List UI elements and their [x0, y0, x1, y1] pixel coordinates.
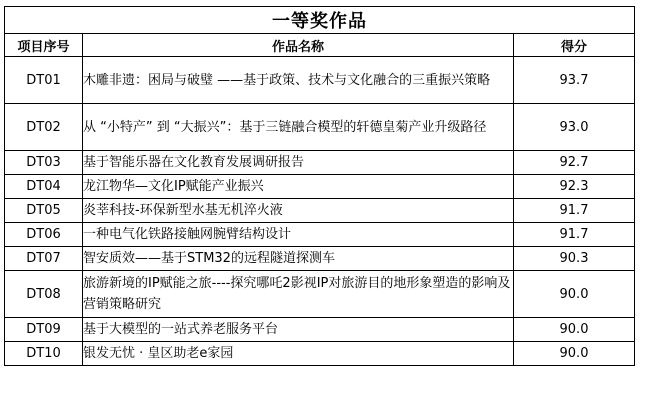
table-row	[5, 247, 635, 271]
row-id: DT01	[5, 57, 83, 104]
table-row	[5, 175, 635, 199]
row-id: DT10	[5, 342, 83, 366]
row-name: 银发无忧 · 皇区助老e家园	[83, 342, 514, 366]
table-row	[5, 57, 635, 104]
table-row	[5, 318, 635, 342]
table-title: 一等奖作品	[5, 7, 635, 34]
row-id: DT06	[5, 223, 83, 247]
row-id: DT02	[5, 104, 83, 151]
row-id: DT04	[5, 175, 83, 199]
table-row	[5, 151, 635, 175]
header-score: 得分	[514, 34, 635, 57]
table-row	[5, 342, 635, 366]
row-name: 基于智能乐器在文化教育发展调研报告	[83, 151, 514, 175]
row-score: 90.0	[514, 271, 635, 318]
row-id: DT09	[5, 318, 83, 342]
row-score: 93.0	[514, 104, 635, 151]
row-score: 91.7	[514, 223, 635, 247]
row-name: 智安质效——基于STM32的远程隧道探测车	[83, 247, 514, 271]
row-name: 木雕非遗：困局与破璧 ——基于政策、技术与文化融合的三重振兴策略	[83, 57, 514, 104]
header-row	[5, 34, 635, 57]
row-score: 90.0	[514, 342, 635, 366]
header-id: 项目序号	[5, 34, 83, 57]
table-row	[5, 199, 635, 223]
row-name: 旅游新境的IP赋能之旅----探究哪吒2影视IP对旅游目的地形象塑造的影响及营销策略研究	[83, 271, 514, 318]
row-name: 龙江物华—文化IP赋能产业振兴	[83, 175, 514, 199]
award-table	[4, 6, 635, 366]
header-name: 作品名称	[83, 34, 514, 57]
table-row	[5, 271, 635, 318]
row-name: 一种电气化铁路接触网腕臂结构设计	[83, 223, 514, 247]
row-score: 90.3	[514, 247, 635, 271]
row-id: DT05	[5, 199, 83, 223]
row-id: DT03	[5, 151, 83, 175]
row-score: 93.7	[514, 57, 635, 104]
table-row	[5, 223, 635, 247]
row-score: 92.3	[514, 175, 635, 199]
row-id: DT07	[5, 247, 83, 271]
row-score: 90.0	[514, 318, 635, 342]
row-score: 92.7	[514, 151, 635, 175]
row-id: DT08	[5, 271, 83, 318]
table-row	[5, 104, 635, 151]
row-score: 91.7	[514, 199, 635, 223]
row-name: 从 “小特产” 到 “大振兴”：基于三链融合模型的轩德皇菊产业升级路径	[83, 104, 514, 151]
row-name: 基于大模型的一站式养老服务平台	[83, 318, 514, 342]
row-name: 炎莘科技-环保新型水基无机淬火液	[83, 199, 514, 223]
